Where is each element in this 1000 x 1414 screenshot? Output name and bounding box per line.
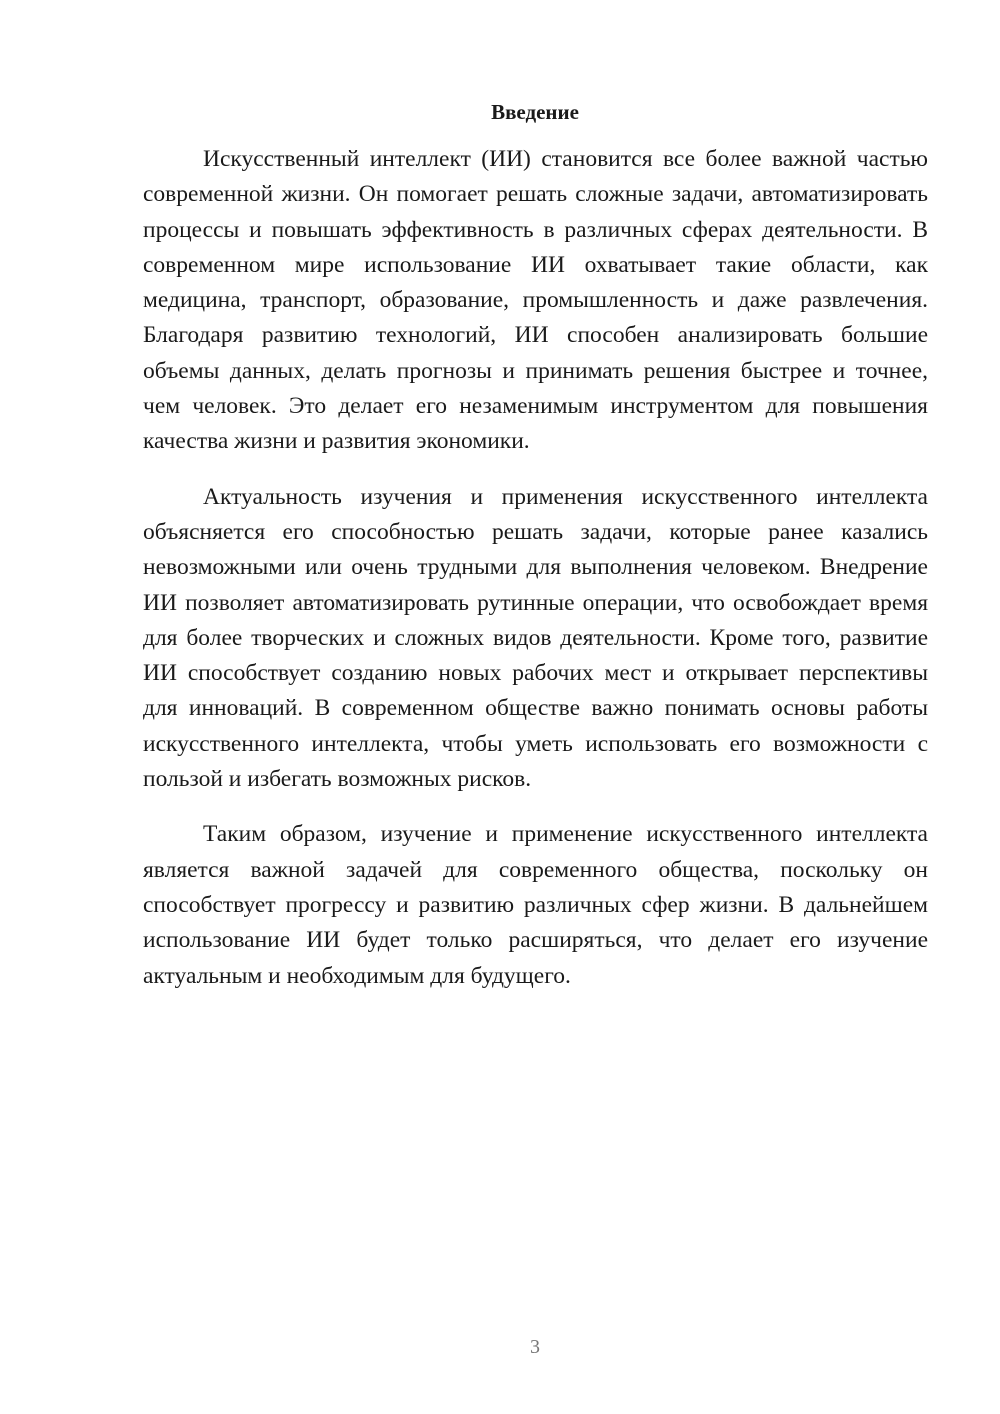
- paragraph-relevance: Актуальность изучения и применения искусственного интеллекта объясняется его способностью решать задачи, которые ранее казались невозможными или очень трудными для выполнения человеком. Внедрение ИИ позволяет автоматизировать рутинные операции, что освобождает время для более творческих и сложных видов деятельности. Кроме того, развитие ИИ способствует созданию новых рабочих мест и открывает перспективы для инноваций. В современном обществе важно понимать основы работы искусственного интеллекта, чтобы уметь использовать его возможности с пользой и избегать возможных рисков.: [143, 483, 928, 793]
- body-text: [143, 142, 928, 994]
- section-heading: Введение: [491, 100, 579, 124]
- paragraph-conclusion: Таким образом, изучение и применение искусственного интеллекта является важной задачей для современного общества, поскольку он способствует прогрессу и развитию различных сфер жизни. В дальнейшем использование ИИ будет только расширяться, что делает его изучение актуальным и необходимым для будущего.: [143, 821, 928, 989]
- paragraph-intro: Искусственный интеллект (ИИ) становится все более важной частью современной жизни. Он помогает решать сложные задачи, автоматизировать процессы и повышать эффективность в различных сферах деятельности. В современном мире использование ИИ охватывает такие области, как медицина, транспорт, образование, промышленность и даже развлечения. Благодаря развитию технологий, ИИ способен анализировать большие объемы данных, делать прогнозы и принимать решения быстрее и точнее, чем человек. Это делает его незаменимым инструментом для повышения качества жизни и развития экономики.: [143, 146, 928, 455]
- page-number: 3: [530, 1336, 540, 1358]
